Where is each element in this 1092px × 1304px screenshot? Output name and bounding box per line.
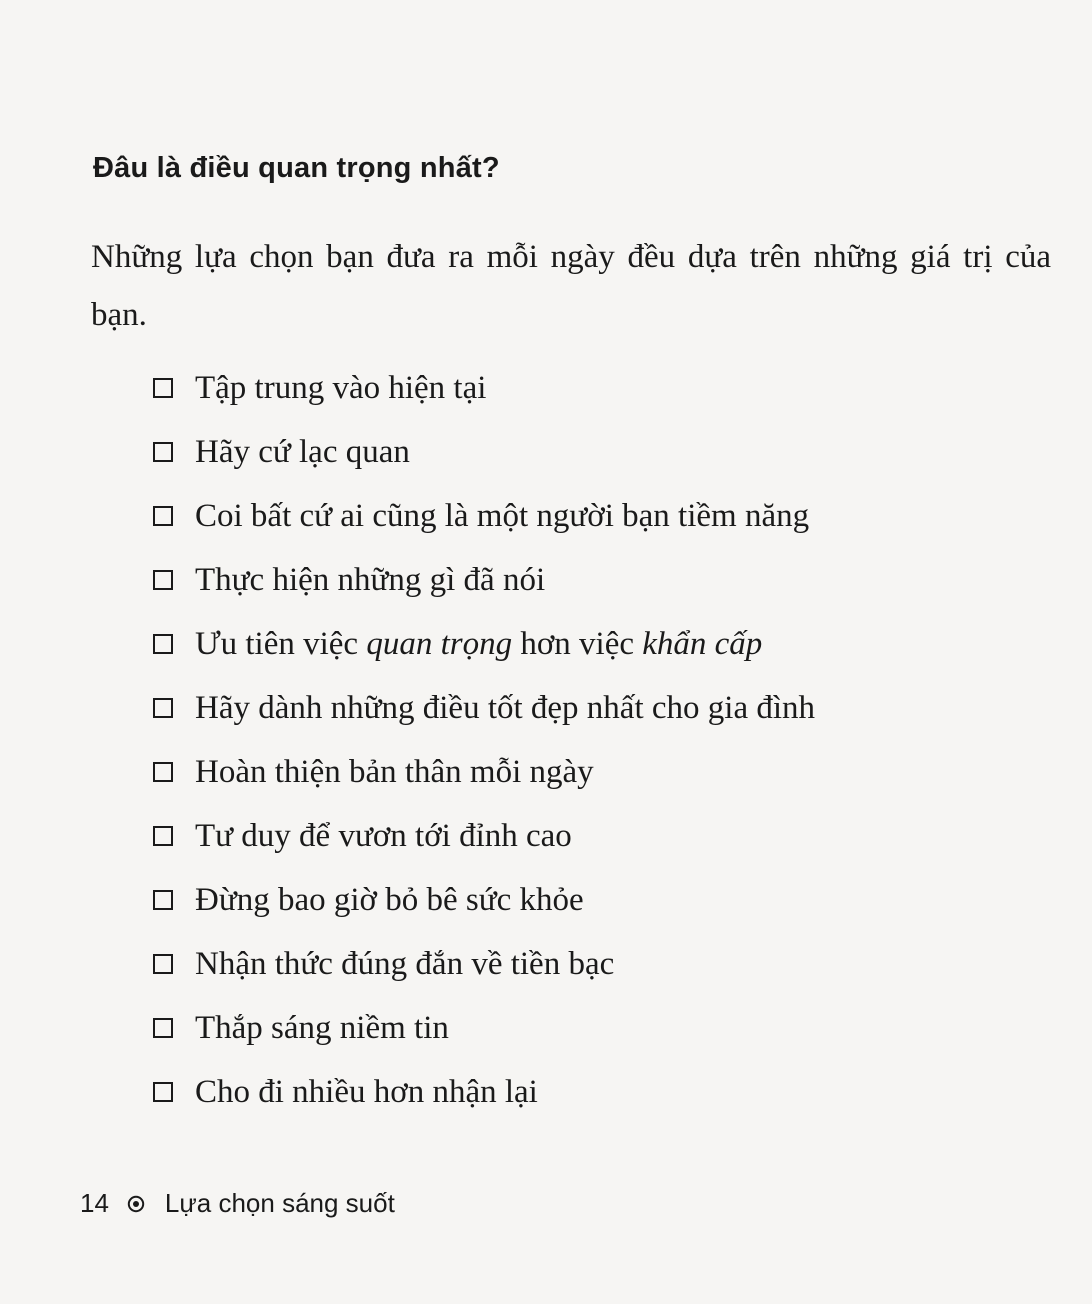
checkbox[interactable]	[153, 442, 173, 462]
book-title: Lựa chọn sáng suốt	[164, 1188, 395, 1218]
checklist-item-text: Thắp sáng niềm tin	[195, 1009, 449, 1046]
checklist-item	[153, 996, 815, 1060]
checklist-item	[153, 740, 815, 804]
section-heading: Đâu là điều quan trọng nhất?	[93, 152, 500, 184]
checklist-item-text: Hãy cứ lạc quan	[195, 433, 410, 470]
checkbox[interactable]	[153, 1082, 173, 1102]
checklist-item	[153, 420, 815, 484]
checklist-item-text: Hãy dành những điều tốt đẹp nhất cho gia đình	[195, 689, 816, 726]
checklist-item	[153, 804, 815, 868]
checklist-item	[153, 676, 815, 740]
checklist-item-text: Đừng bao giờ bỏ bê sức khỏe	[195, 881, 584, 918]
checklist-item-text: Coi bất cứ ai cũng là một người bạn tiềm năng	[195, 497, 810, 534]
item-text-part: hơn việc	[512, 625, 643, 662]
checkbox[interactable]	[153, 1018, 173, 1038]
checklist-item-text: Nhận thức đúng đắn về tiền bạc	[195, 945, 615, 982]
checklist-item-text: Tư duy để vươn tới đỉnh cao	[195, 817, 572, 854]
checklist-item	[153, 612, 815, 676]
item-text-part: Ưu tiên việc	[195, 625, 367, 662]
values-checklist	[153, 356, 815, 1124]
checkbox[interactable]	[153, 634, 173, 654]
checkbox[interactable]	[153, 378, 173, 398]
checkbox[interactable]	[153, 570, 173, 590]
checklist-item	[153, 932, 815, 996]
checkbox[interactable]	[153, 890, 173, 910]
emphasis-urgent: khẩn cấp	[642, 625, 763, 662]
checklist-item-text: Hoàn thiện bản thân mỗi ngày	[195, 753, 594, 790]
page-footer	[80, 1188, 395, 1219]
checkbox[interactable]	[153, 826, 173, 846]
checklist-item	[153, 548, 815, 612]
circle-dot-icon	[127, 1195, 145, 1213]
intro-paragraph: Những lựa chọn bạn đưa ra mỗi ngày đều dựa trên những giá trị của bạn.	[91, 239, 1051, 333]
checkbox[interactable]	[153, 954, 173, 974]
checkbox[interactable]	[153, 762, 173, 782]
checklist-item-text	[195, 626, 762, 663]
checkbox[interactable]	[153, 698, 173, 718]
checklist-item-text: Cho đi nhiều hơn nhận lại	[195, 1073, 538, 1110]
checklist-item	[153, 1060, 815, 1124]
checklist-item-text: Thực hiện những gì đã nói	[195, 561, 546, 598]
checklist-item	[153, 356, 815, 420]
checklist-item	[153, 484, 815, 548]
emphasis-important: quan trọng	[366, 625, 513, 662]
checkbox[interactable]	[153, 506, 173, 526]
page-number: 14	[80, 1188, 109, 1218]
checklist-item	[153, 868, 815, 932]
checklist-item-text: Tập trung vào hiện tại	[195, 369, 487, 406]
